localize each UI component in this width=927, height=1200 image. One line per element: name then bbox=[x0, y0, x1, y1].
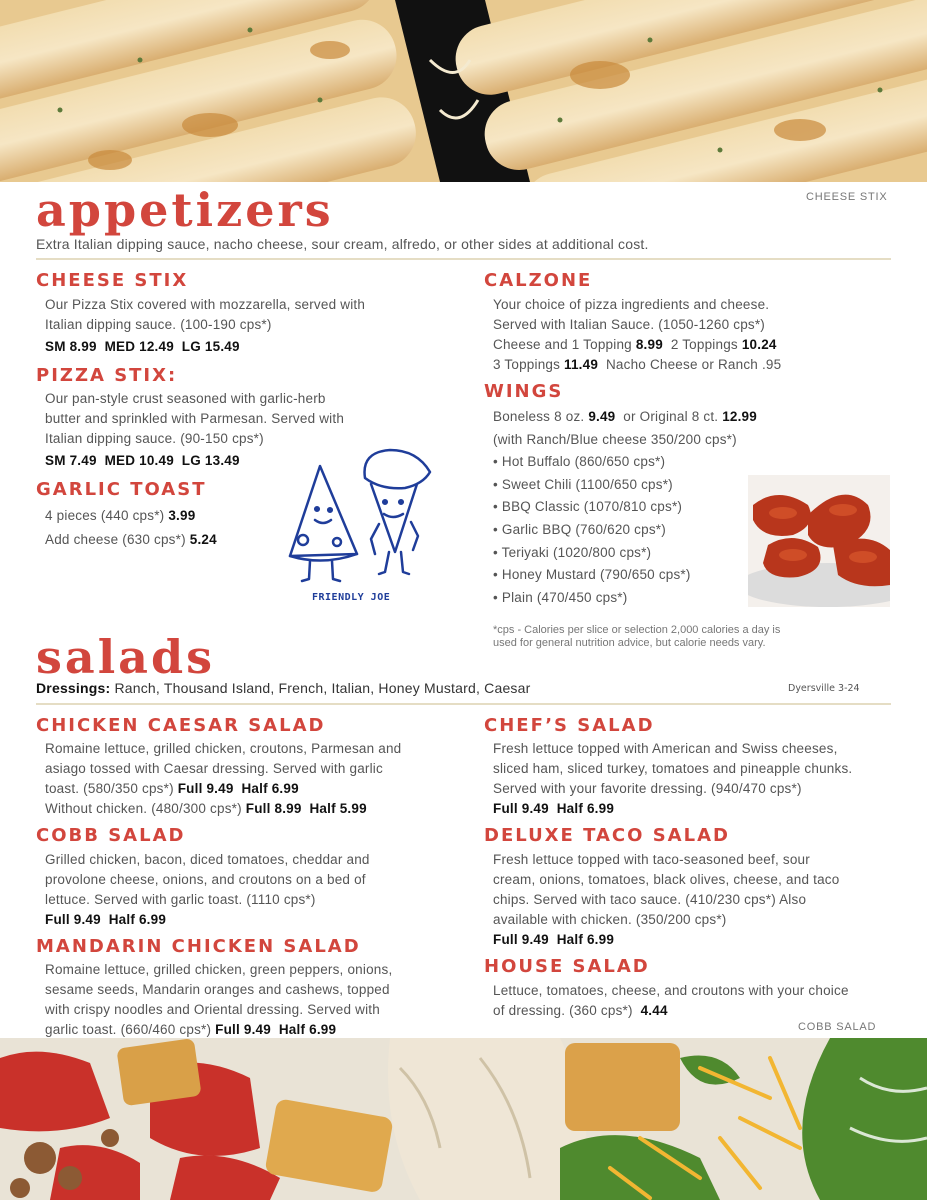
cobb-prices: Full 9.49 Half 6.99 bbox=[45, 912, 167, 927]
pizza-stix-title: PIZZA STIX: bbox=[36, 365, 178, 386]
calzone-desc-line: Served with Italian Sauce. (1050-1260 cps*) bbox=[493, 317, 766, 332]
mascot-label: FRIENDLY JOE bbox=[312, 592, 391, 603]
calzone-option: Cheese and 1 Topping bbox=[493, 337, 632, 352]
wings-flavor-item: • BBQ Classic (1070/810 cps*) bbox=[493, 499, 683, 515]
chicken-caesar-title: CHICKEN CAESAR SALAD bbox=[36, 715, 326, 736]
cobb-desc-line: provolone cheese, onions, and croutons on a bed of bbox=[45, 872, 366, 887]
mandarin-desc-line: with crispy noodles and Oriental dressing. Served with bbox=[45, 1002, 380, 1017]
wings-title: WINGS bbox=[484, 381, 564, 402]
house-desc-line: Lettuce, tomatoes, cheese, and croutons with your choice bbox=[493, 983, 849, 998]
chefs-desc-line: sliced ham, sliced turkey, tomatoes and pineapple chunks. bbox=[493, 761, 853, 776]
taco-desc-line: cream, onions, tomatoes, black olives, cheese, and taco bbox=[493, 872, 840, 887]
mandarin-prices: Full 9.49 Half 6.99 bbox=[215, 1022, 337, 1037]
appetizers-heading: appetizers bbox=[36, 183, 334, 237]
cobb-salad-illustration bbox=[0, 1038, 927, 1200]
house-salad-title: HOUSE SALAD bbox=[484, 956, 650, 977]
calzone-price: 8.99 bbox=[635, 337, 663, 352]
dressings-line bbox=[36, 678, 530, 698]
wings-option: Boneless 8 oz. bbox=[493, 409, 585, 424]
garlic-toast-description bbox=[45, 504, 217, 552]
mandarin-desc-line: garlic toast. (660/460 cps*) bbox=[45, 1022, 212, 1037]
top-photo-caption: CHEESE STIX bbox=[806, 191, 888, 203]
chicken-caesar-variant: Without chicken. (480/300 cps*) bbox=[45, 801, 242, 816]
mandarin-chicken-description bbox=[45, 960, 392, 1040]
chicken-caesar-prices: Full 9.49 Half 6.99 bbox=[177, 781, 299, 796]
mandarin-desc-line: sesame seeds, Mandarin oranges and cashews, topped bbox=[45, 982, 390, 997]
wings-photo bbox=[748, 475, 890, 607]
wings-option: or Original 8 ct. bbox=[623, 409, 719, 424]
pizza-stix-prices: SM 7.49 MED 10.49 LG 13.49 bbox=[45, 453, 240, 468]
mandarin-desc-line: Romaine lettuce, grilled chicken, green peppers, onions, bbox=[45, 962, 393, 977]
appetizers-divider bbox=[36, 258, 891, 260]
salads-heading: salads bbox=[36, 630, 216, 684]
deluxe-taco-title: DELUXE TACO SALAD bbox=[484, 825, 730, 846]
bottom-photo-caption: COBB SALAD bbox=[798, 1021, 877, 1033]
wings-price: 9.49 bbox=[588, 409, 616, 424]
calzone-price: 10.24 bbox=[741, 337, 777, 352]
wings-dip-note: (with Ranch/Blue cheese 350/200 cps*) bbox=[493, 431, 737, 447]
mascot-illustration bbox=[285, 444, 435, 594]
wings-description bbox=[493, 406, 757, 609]
cheese-stix-desc-line: Italian dipping sauce. (100-190 cps*) bbox=[45, 317, 272, 332]
taco-desc-line: available with chicken. (350/200 cps*) bbox=[493, 912, 727, 927]
cheese-stix-desc-line: Our Pizza Stix covered with mozzarella, served with bbox=[45, 297, 366, 312]
location-label: Dyersville 3-24 bbox=[788, 683, 860, 694]
taco-desc-line: chips. Served with taco sauce. (410/230 cps*) Also bbox=[493, 892, 807, 907]
cobb-salad-photo bbox=[0, 1038, 927, 1200]
chefs-salad-title: CHEF’S SALAD bbox=[484, 715, 655, 736]
chicken-caesar-desc-line: toast. (580/350 cps*) bbox=[45, 781, 174, 796]
house-price: 4.44 bbox=[640, 1003, 668, 1018]
garlic-toast-price: 3.99 bbox=[168, 508, 196, 523]
chicken-caesar-variant-prices: Full 8.99 Half 5.99 bbox=[245, 801, 367, 816]
calzone-description bbox=[493, 295, 781, 375]
garlic-toast-option: 4 pieces (440 cps*) bbox=[45, 508, 165, 523]
cobb-desc-line: lettuce. Served with garlic toast. (1110 cps*) bbox=[45, 892, 316, 907]
calzone-title: CALZONE bbox=[484, 270, 593, 291]
garlic-toast-option: Add cheese (630 cps*) bbox=[45, 532, 186, 547]
deluxe-taco-description bbox=[493, 850, 839, 950]
chefs-prices: Full 9.49 Half 6.99 bbox=[493, 801, 615, 816]
appetizers-extras-note: Extra Italian dipping sauce, nacho cheese, sour cream, alfredo, or other sides at additional cost. bbox=[36, 236, 649, 252]
dressings-list: Ranch, Thousand Island, French, Italian, Honey Mustard, Caesar bbox=[114, 680, 531, 696]
wings-flavor-item: • Hot Buffalo (860/650 cps*) bbox=[493, 454, 666, 470]
garlic-toast-cheese-price: 5.24 bbox=[189, 532, 217, 547]
chefs-desc-line: Fresh lettuce topped with American and Swiss cheeses, bbox=[493, 741, 838, 756]
salads-divider bbox=[36, 703, 891, 705]
taco-prices: Full 9.49 Half 6.99 bbox=[493, 932, 615, 947]
taco-desc-line: Fresh lettuce topped with taco-seasoned beef, sour bbox=[493, 852, 810, 867]
wings-flavor-item: • Garlic BBQ (760/620 cps*) bbox=[493, 521, 666, 537]
chicken-caesar-description bbox=[45, 739, 401, 819]
chefs-desc-line: Served with your favorite dressing. (940/470 cps*) bbox=[493, 781, 802, 796]
chicken-caesar-desc-line: Romaine lettuce, grilled chicken, croutons, Parmesan and bbox=[45, 741, 402, 756]
calzone-option: 3 Toppings bbox=[493, 357, 561, 372]
garlic-toast-title: GARLIC TOAST bbox=[36, 479, 207, 500]
chefs-salad-description bbox=[493, 739, 852, 819]
calzone-option: 2 Toppings bbox=[670, 337, 738, 352]
house-desc-line: of dressing. (360 cps*) bbox=[493, 1003, 633, 1018]
wings-price: 12.99 bbox=[722, 409, 757, 424]
wings-illustration bbox=[748, 475, 890, 607]
calzone-price: 11.49 bbox=[564, 357, 599, 372]
calorie-disclaimer-line: *cps - Calories per slice or selection 2,000 calories a day is bbox=[493, 624, 781, 636]
cheese-stix-description bbox=[45, 295, 365, 357]
dressings-label: Dressings: bbox=[36, 680, 111, 696]
pizza-stix-desc-line: Italian dipping sauce. (90-150 cps*) bbox=[45, 431, 264, 446]
wings-flavor-item: • Honey Mustard (790/650 cps*) bbox=[493, 567, 691, 583]
cheese-stix-illustration bbox=[0, 0, 927, 182]
calzone-desc-line: Your choice of pizza ingredients and cheese. bbox=[493, 297, 770, 312]
wings-flavor-item: • Teriyaki (1020/800 cps*) bbox=[493, 544, 652, 560]
mandarin-chicken-title: MANDARIN CHICKEN SALAD bbox=[36, 936, 361, 957]
cobb-salad-description bbox=[45, 850, 370, 930]
house-salad-description bbox=[493, 981, 849, 1021]
calorie-disclaimer-line: used for general nutrition advice, but calorie needs vary. bbox=[493, 637, 766, 649]
cheese-stix-photo bbox=[0, 0, 927, 182]
wings-flavor-item: • Plain (470/450 cps*) bbox=[493, 589, 628, 605]
pizza-stix-desc-line: butter and sprinkled with Parmesan. Served with bbox=[45, 411, 345, 426]
cheese-stix-title: CHEESE STIX bbox=[36, 270, 189, 291]
wings-flavor-item: • Sweet Chili (1100/650 cps*) bbox=[493, 476, 673, 492]
pizza-stix-desc-line: Our pan-style crust seasoned with garlic-herb bbox=[45, 391, 326, 406]
friendly-joe-mascot bbox=[285, 444, 435, 612]
chicken-caesar-desc-line: asiago tossed with Caesar dressing. Served with garlic bbox=[45, 761, 383, 776]
cobb-desc-line: Grilled chicken, bacon, diced tomatoes, cheddar and bbox=[45, 852, 370, 867]
calorie-disclaimer bbox=[493, 624, 780, 650]
cheese-stix-prices: SM 8.99 MED 12.49 LG 15.49 bbox=[45, 339, 240, 354]
calzone-addon: Nacho Cheese or Ranch .95 bbox=[605, 357, 782, 372]
cobb-salad-title: COBB SALAD bbox=[36, 825, 186, 846]
